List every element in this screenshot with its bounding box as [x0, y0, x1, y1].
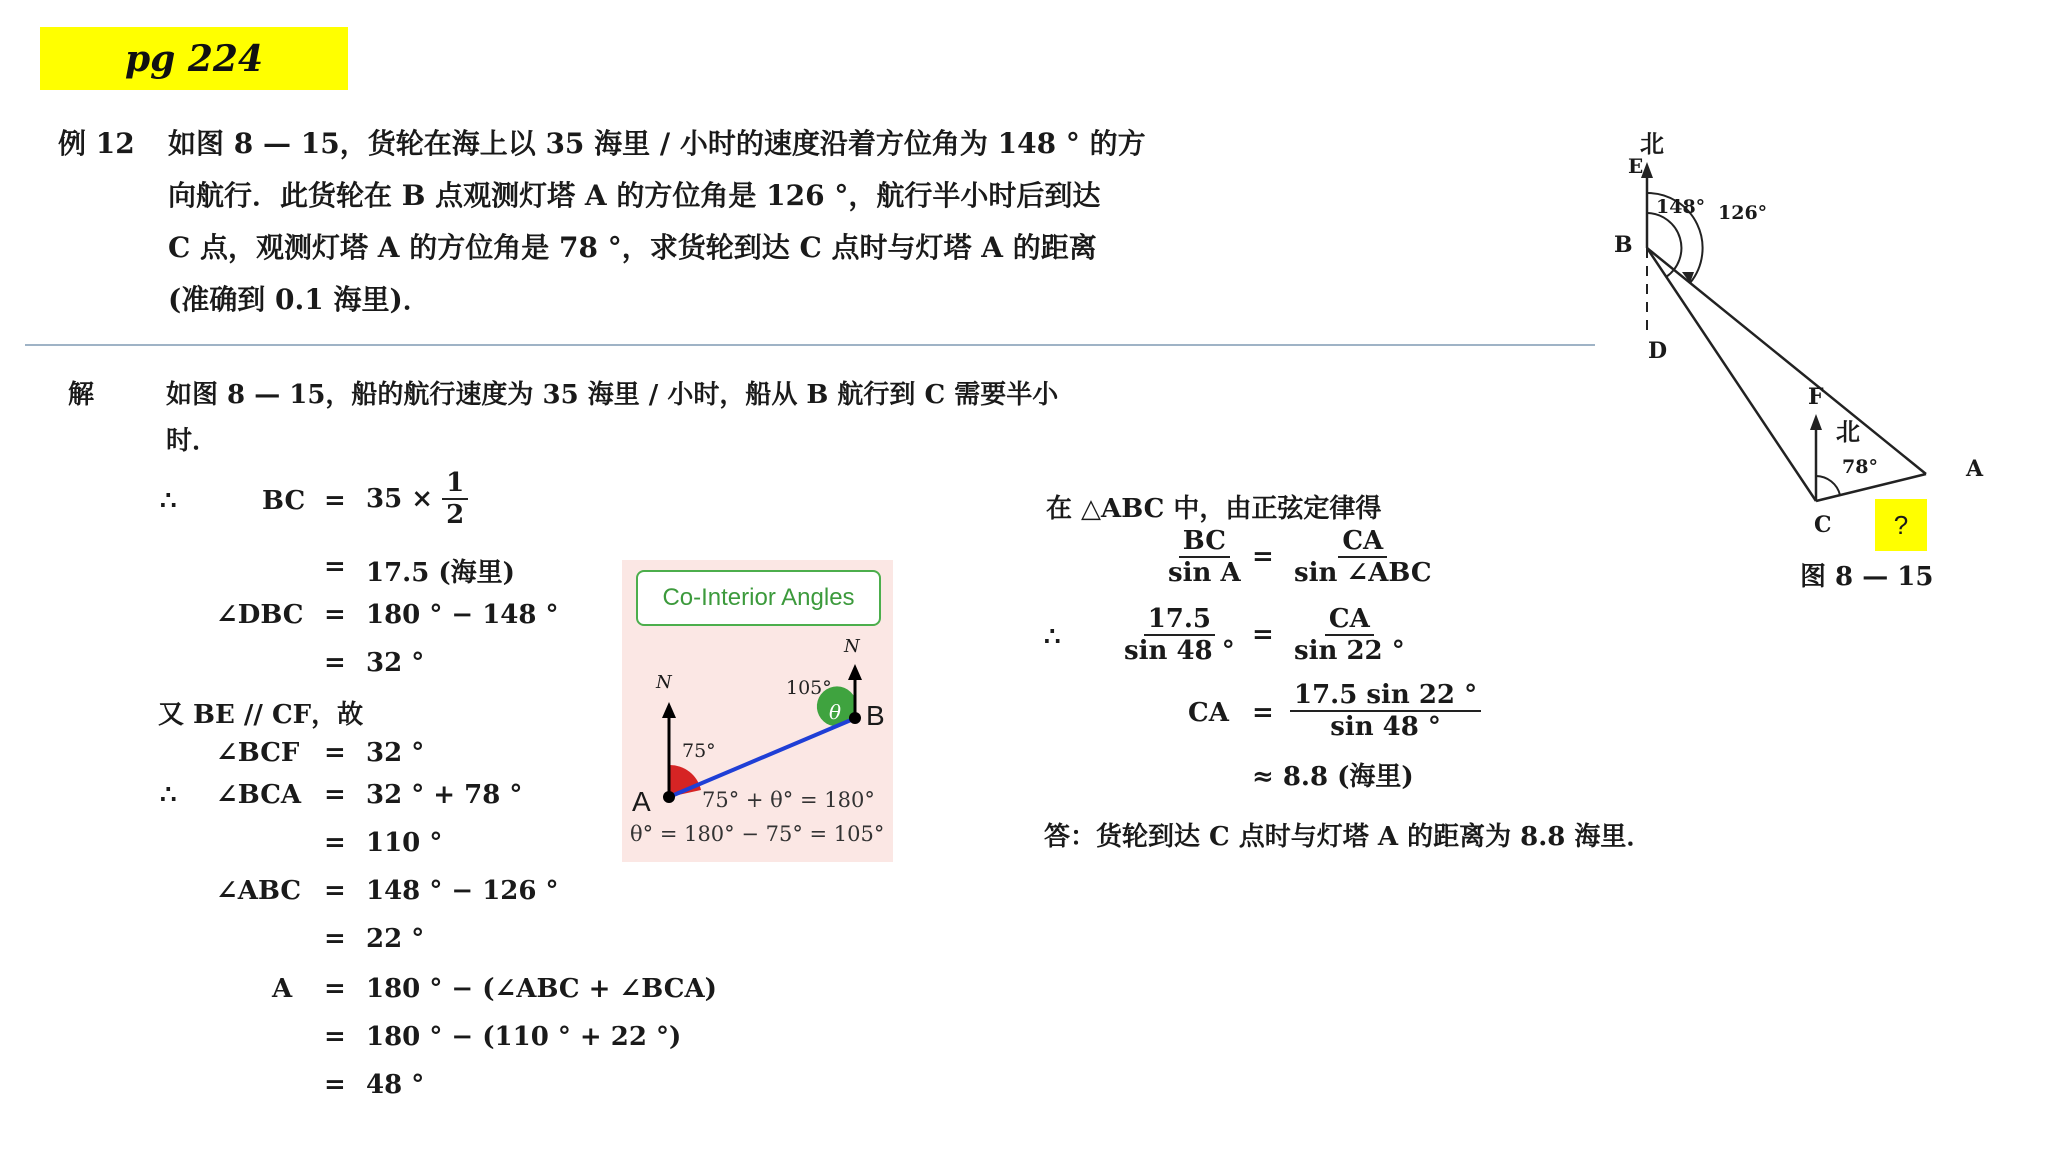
eq-1: =: [324, 486, 346, 516]
problem-line-2: 向航行．此货轮在 B 点观测灯塔 A 的方位角是 126 °，航行半小时后到达: [168, 179, 1101, 212]
final-answer: 答：货轮到达 C 点时与灯塔 A 的距离为 8.8 海里．: [1044, 822, 1653, 852]
side-ca: [1816, 474, 1926, 501]
point-a-dot: [663, 791, 675, 803]
abc-result: 22 °: [366, 924, 425, 954]
fig-label-f: F: [1808, 384, 1824, 410]
frac-ca-sin22: $\frac{CA}{\sin 22 ^\circ}$: [1294, 604, 1405, 666]
dbc-rhs: 180 ° − 148 °: [366, 600, 559, 630]
arc-78: [1816, 476, 1840, 495]
bc-rhs: 35 × $\frac{1}{2}$: [366, 468, 468, 530]
abc-lhs: ∠ABC: [216, 876, 302, 906]
bca-rhs: 32 ° + 78 °: [366, 780, 523, 810]
fig-angle-126: 126°: [1718, 202, 1768, 224]
question-mark-badge: ?: [1875, 499, 1927, 551]
a-result: 48 °: [366, 1070, 425, 1100]
eq-10: =: [324, 974, 346, 1004]
fig-label-d: D: [1648, 338, 1668, 364]
fig-label-c: C: [1814, 512, 1832, 538]
frac-bc-sina: $\frac{BC}{\text{sin A}}$: [1168, 526, 1241, 588]
solution-intro-2: 时．: [166, 426, 219, 456]
side-ba: [1647, 248, 1926, 474]
frac-ca-sinabc: $\frac{CA}{\text{sin ∠ABC}}$: [1294, 526, 1432, 588]
north-arrowhead-b: [848, 664, 862, 680]
dbc-result: 32 °: [366, 648, 425, 678]
inset-eq-1: 75° + θ° = 180°: [702, 788, 875, 812]
sine-eq-3: =: [1252, 698, 1274, 728]
inset-angle-a: 75°: [682, 740, 716, 762]
fig-caption: 图 8 — 15: [1800, 562, 1934, 592]
bc-result: 17.5 (海里): [366, 558, 515, 588]
bcf-lhs: ∠BCF: [216, 738, 300, 768]
eq-6: =: [324, 780, 346, 810]
sine-therefore: ∴: [1044, 622, 1061, 652]
fig-label-e: E: [1628, 154, 1644, 178]
eq-12: =: [324, 1070, 346, 1100]
inset-north-left: N: [656, 672, 672, 693]
page-badge: pg 224: [40, 27, 348, 90]
frac-175-sin48: $\frac{17.5}{\sin 48 ^\circ}$: [1124, 604, 1235, 666]
a-rhs-1: 180 ° − (∠ABC + ∠BCA): [366, 974, 717, 1004]
sine-eq-1: =: [1252, 542, 1274, 572]
eq-11: =: [324, 1022, 346, 1052]
problem-line-1: 如图 8 — 15，货轮在海上以 35 海里 / 小时的速度沿着方位角为 148 ° 的方: [168, 127, 1146, 160]
section-divider: [25, 344, 1595, 346]
bc-lhs: BC: [262, 486, 306, 516]
fig-north-c: 北: [1836, 417, 1860, 446]
eq-3: =: [324, 600, 346, 630]
inset-eq-2: θ° = 180° − 75° = 105°: [630, 822, 885, 846]
sine-eq-2: =: [1252, 620, 1274, 650]
problem-line-4: (准确到 0.1 海里)．: [168, 283, 431, 316]
ca-approx: ≈ 8.8 (海里): [1252, 762, 1414, 792]
eq-2: =: [324, 552, 346, 582]
fig-label-b: B: [1614, 232, 1633, 258]
bca-lhs: ∠BCA: [216, 780, 302, 810]
problem-label: 例 12: [58, 127, 135, 160]
bcf-rhs: 32 °: [366, 738, 425, 768]
eq-7: =: [324, 828, 346, 858]
co-interior-inset: [622, 560, 893, 862]
a-lhs: A: [272, 974, 293, 1004]
eq-4: =: [324, 648, 346, 678]
eq-9: =: [324, 924, 346, 954]
arc-148: [1647, 213, 1681, 277]
north-arrowhead-c: [1810, 414, 1822, 430]
dbc-lhs: ∠DBC: [216, 600, 304, 630]
fig-north-top: 北: [1640, 129, 1664, 158]
fig-angle-78: 78°: [1842, 456, 1878, 478]
problem-line-3: C 点，观测灯塔 A 的方位角是 78 °，求货轮到达 C 点时与灯塔 A 的距离: [168, 231, 1097, 264]
inset-theta: θ: [829, 700, 842, 724]
sine-rule-heading: 在 △ABC 中，由正弦定律得: [1046, 494, 1382, 524]
north-arrowhead-a: [662, 702, 676, 718]
abc-rhs: 148 ° − 126 °: [366, 876, 559, 906]
fig-label-a: A: [1966, 456, 1984, 482]
point-b-dot: [849, 712, 861, 724]
a-rhs-2: 180 ° − (110 ° + 22 °): [366, 1022, 682, 1052]
inset-angle-b: 105°: [786, 677, 832, 699]
therefore-1: ∴: [160, 486, 177, 516]
solution-intro-1: 如图 8 — 15，船的航行速度为 35 海里 / 小时，船从 B 航行到 C 需要半小: [166, 380, 1059, 410]
fig-angle-148: 148°: [1656, 196, 1706, 218]
eq-5: =: [324, 738, 346, 768]
frac-ca-value: $\frac{17.5 \sin 22 ^\circ}{\sin 48 ^\circ}$: [1290, 680, 1481, 742]
therefore-2: ∴: [160, 780, 177, 810]
bca-result: 110 °: [366, 828, 443, 858]
ca-lhs: CA: [1188, 698, 1229, 728]
solution-label: 解: [68, 380, 95, 410]
inset-diagram: [622, 560, 893, 862]
eq-8: =: [324, 876, 346, 906]
parallel-note: 又 BE // CF，故: [158, 700, 364, 730]
inset-point-a: A: [632, 786, 651, 817]
side-bc: [1647, 248, 1816, 501]
inset-north-right: N: [844, 636, 860, 657]
inset-title: Co-Interior Angles: [636, 570, 881, 626]
inset-point-b: B: [866, 700, 885, 731]
